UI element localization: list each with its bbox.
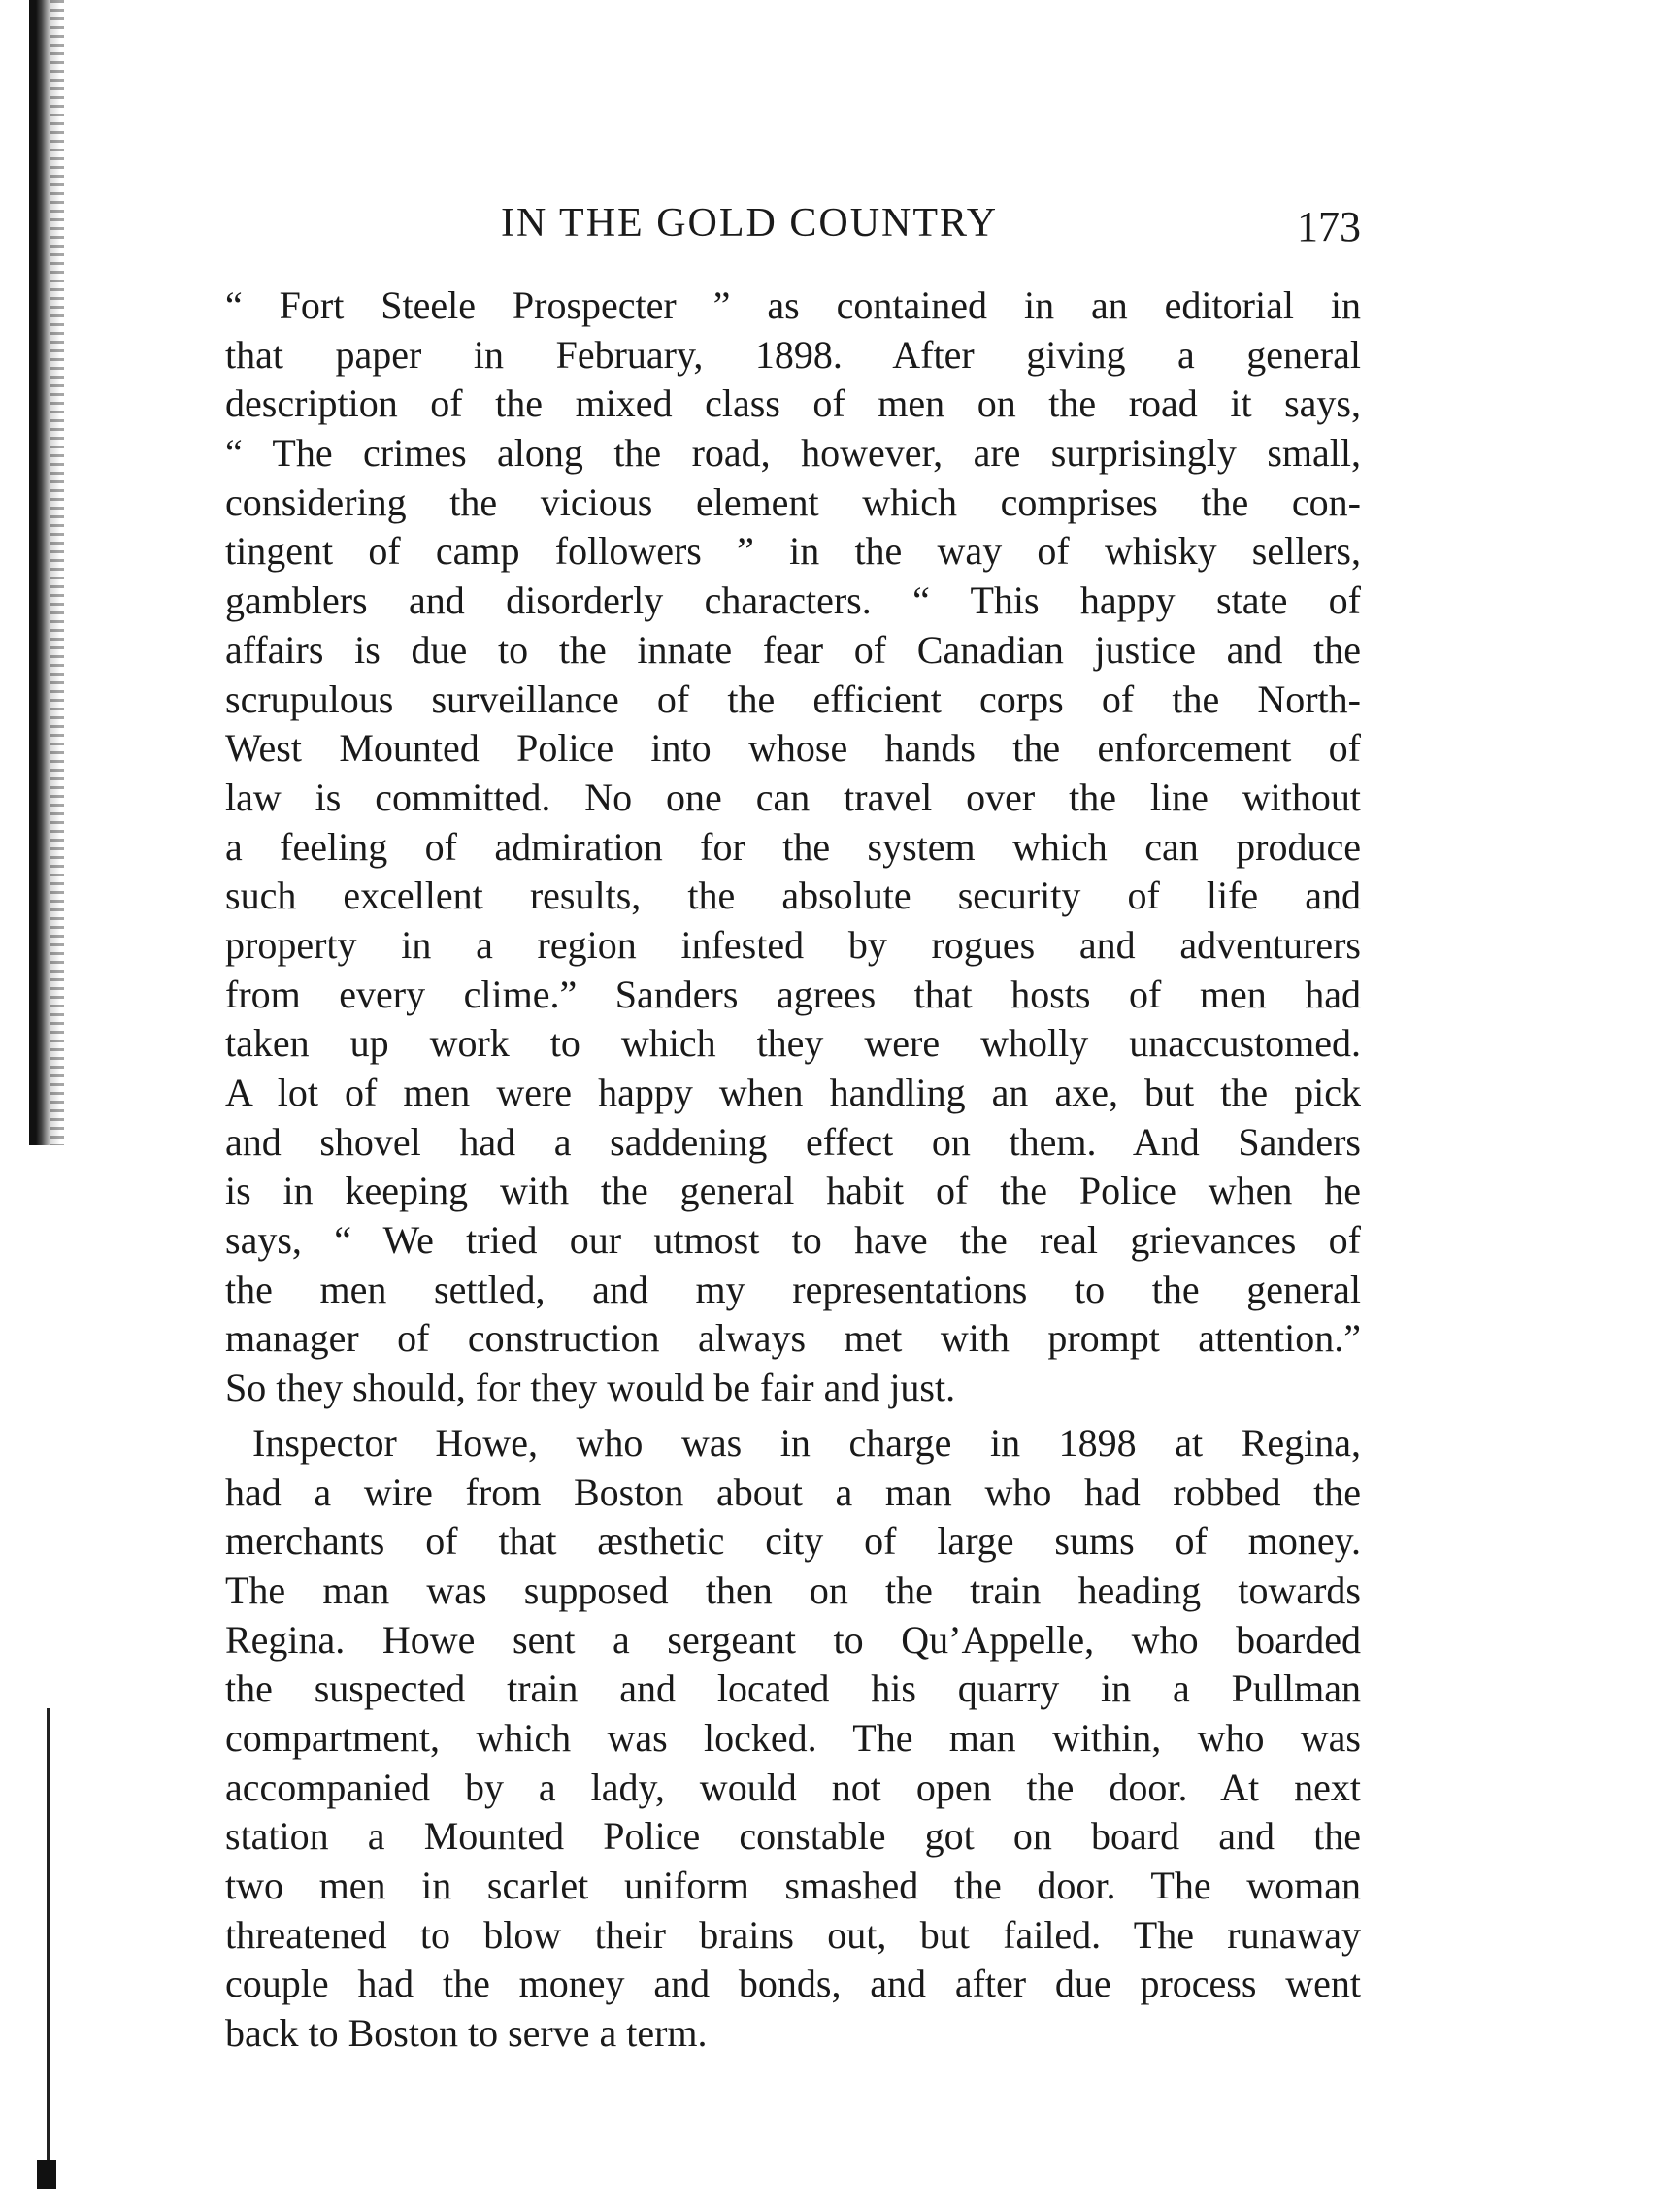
- text-line: tingent of camp followers ” in the way of whisky sellers,: [225, 529, 1361, 574]
- binding-edge-texture: [50, 0, 64, 1145]
- binding-lower-edge: [47, 1708, 50, 2184]
- paragraph-2: [225, 1419, 1361, 2059]
- text-line: “ The crimes along the road, however, are surprisingly small,: [225, 431, 1361, 476]
- text-line: station a Mounted Police constable got on board and the: [225, 1814, 1361, 1859]
- text-line: from every clime.” Sanders agrees that hosts of men had: [225, 972, 1361, 1016]
- text-line: property in a region infested by rogues and adventurers: [225, 922, 1361, 967]
- text-line: gamblers and disorderly characters. “ This happy state of: [225, 578, 1361, 623]
- text-line: description of the mixed class of men on the road it says,: [225, 381, 1361, 426]
- text-line: threatened to blow their brains out, but failed. The runaway: [225, 1912, 1361, 1957]
- paragraph-1: [225, 281, 1361, 1413]
- text-line: “ Fort Steele Prospecter ” as contained in an editorial in: [225, 283, 1361, 327]
- text-line: manager of construction always met with prompt attention.”: [225, 1316, 1361, 1361]
- text-line: So they should, for they would be fair and just.: [225, 1366, 956, 1410]
- body-text: [225, 281, 1361, 2059]
- running-title: IN THE GOLD COUNTRY: [501, 201, 999, 246]
- text-line: such excellent results, the absolute security of life and: [225, 874, 1361, 918]
- text-line: that paper in February, 1898. After giving a general: [225, 332, 1361, 377]
- text-line: is in keeping with the general habit of the Police when he: [225, 1169, 1361, 1213]
- text-line: accompanied by a lady, would not open the door. At next: [225, 1765, 1361, 1809]
- text-line: Regina. Howe sent a sergeant to Qu’Appelle, who boarded: [225, 1617, 1361, 1662]
- text-line: had a wire from Boston about a man who had robbed the: [225, 1469, 1361, 1514]
- text-line: affairs is due to the innate fear of Canadian justice and the: [225, 627, 1361, 672]
- text-line: West Mounted Police into whose hands the enforcement of: [225, 726, 1361, 771]
- text-line: Inspector Howe, who was in charge in 1898 at Regina,: [252, 1420, 1361, 1465]
- page-header: [225, 194, 1361, 262]
- text-line: the men settled, and my representations to the general: [225, 1267, 1361, 1311]
- text-line: considering the vicious element which comprises the con-: [225, 479, 1361, 524]
- text-line: a feeling of admiration for the system which can produce: [225, 824, 1361, 869]
- text-line: the suspected train and located his quarry in a Pullman: [225, 1667, 1361, 1711]
- text-line: couple had the money and bonds, and after due process went: [225, 1962, 1361, 2006]
- text-line: scrupulous surveillance of the efficient corps of the North-: [225, 677, 1361, 721]
- text-line: compartment, which was locked. The man within, who was: [225, 1715, 1361, 1760]
- text-line: A lot of men were happy when handling an axe, but the pick: [225, 1071, 1361, 1114]
- text-line: law is committed. No one can travel over the line without: [225, 775, 1361, 819]
- page-number: 173: [1297, 203, 1361, 250]
- text-line: merchants of that æsthetic city of large sums of money.: [225, 1519, 1361, 1564]
- text-line: says, “ We tried our utmost to have the real grievances of: [225, 1218, 1361, 1263]
- text-line: The man was supposed then on the train heading towards: [225, 1568, 1361, 1612]
- binding-foot-mark: [37, 2160, 56, 2189]
- text-line: two men in scarlet uniform smashed the door. The woman: [225, 1864, 1361, 1907]
- text-line: and shovel had a saddening effect on them. And Sanders: [225, 1119, 1361, 1164]
- text-line: taken up work to which they were wholly unaccustomed.: [225, 1021, 1361, 1066]
- text-line: back to Boston to serve a term.: [225, 2011, 708, 2056]
